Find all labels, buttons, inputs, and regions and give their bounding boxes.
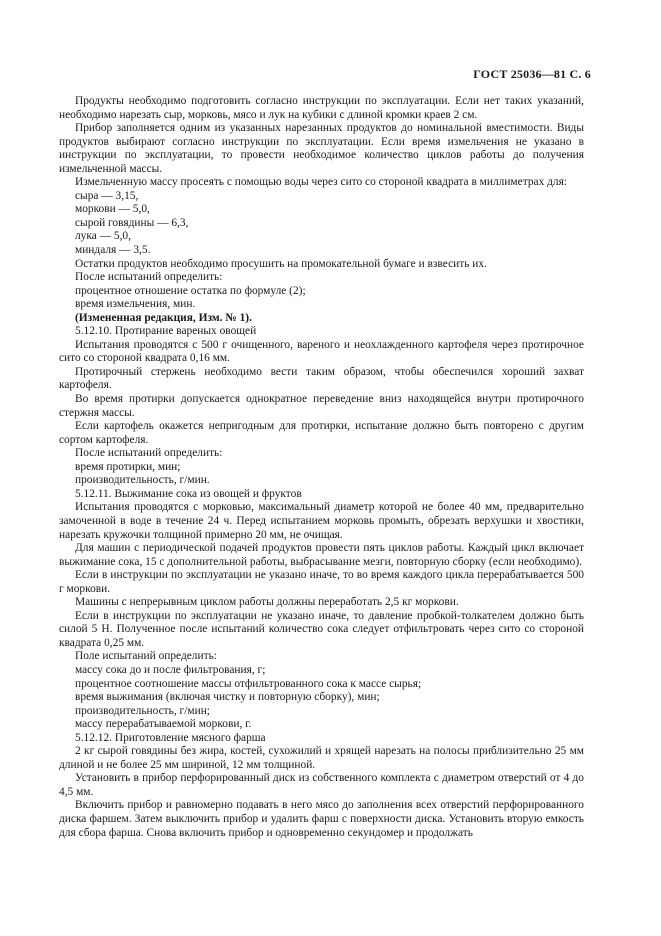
paragraph: Испытания проводятся с 500 г очищенного, вареного и неохлажденного картофеля через протирочное сито со стороной квадрата 0,16 мм. (59, 338, 584, 365)
paragraph: Если картофель окажется непригодным для протирки, испытание должно быть повторено с другим сортом картофеля. (59, 420, 584, 446)
paragraph: время измельчения, мин. (75, 298, 196, 311)
paragraph: миндаля — 3,5. (75, 244, 151, 257)
document-body (59, 95, 584, 840)
paragraph: массу перерабатываемой моркови, г. (75, 718, 252, 731)
paragraph: После испытаний определить: (75, 271, 223, 284)
paragraph: время выжимания (включая чистку и повторную сборку), мин; (75, 691, 380, 704)
paragraph: Во время протирки допускается однократное переведение вниз находящейся внутри протирочного стержня массы. (59, 393, 584, 419)
paragraph: 5.12.12. Приготовление мясного фарша (75, 731, 266, 744)
paragraph: Протирочный стержень необходимо вести таким образом, чтобы обеспечился хороший захват картофеля. (59, 365, 584, 392)
paragraph: (Измененная редакция, Изм. № 1). (75, 311, 252, 324)
paragraph: Если в инструкции по эксплуатации не указано иначе, то во время каждого цикла перерабатывается 500 г моркови. (59, 569, 584, 595)
paragraph: массу сока до и после фильтрования, г; (75, 663, 266, 676)
paragraph: Испытания проводятся с морковью, максимальный диаметр которой не более 40 мм, предварительно замоченной в воде в течение 24 ч. Перед испытанием морковь промыть, обрезать верхушки и хвостики, нарезать кружочки толщиной примерно 20 мм, не очищая. (59, 501, 584, 541)
paragraph: Продукты необходимо подготовить согласно инструкции по эксплуатации. Если нет таких указаний, необходимо нарезать сыр, морковь, мясо и лук на кубики с длиной кромки краев 2 см. (59, 95, 584, 121)
paragraph: процентное соотношение массы отфильтрованного сока к массе сырья; (75, 677, 422, 690)
paragraph: сыра — 3,15, (75, 189, 139, 202)
paragraph: производительность, г/мин. (75, 474, 210, 487)
paragraph: моркови — 5,0, (75, 203, 150, 216)
paragraph: Для машин с периодической подачей продуктов провести пять циклов работы. Каждый цикл включает выжимание сока, 15 с дополнительной работы, выбрасывание мезги, повторную сборку (если необходимо). (59, 542, 584, 568)
paragraph: Поле испытаний определить: (75, 650, 217, 663)
paragraph: Машины с непрерывным циклом работы должны переработать 2,5 кг моркови. (75, 596, 459, 609)
paragraph: После испытаний определить: (75, 447, 223, 460)
paragraph: Прибор заполняется одним из указанных нарезанных продуктов до номинальной вместимости. Виды продуктов выбирают согласно инструкции по эксплуатации. Если время измельчения не указано в инструкции по эксплуатации, то провести необходимое количество циклов работы до получения измельченной массы. (59, 122, 584, 175)
paragraph: время протирки, мин; (75, 460, 181, 473)
paragraph: Если в инструкции по эксплуатации не указано иначе, то давление пробкой-толкателем должно быть силой 5 Н. Полученное после испытаний количество сока следует отфильтровать через сито со стороной квадрата 0,25 мм. (59, 609, 584, 649)
paragraph: Установить в прибор перфорированный диск из собственного комплекта с диаметром отверстий от 4 до 4,5 мм. (59, 772, 584, 798)
paragraph: сырой говядины — 6,3, (75, 216, 189, 229)
paragraph: 5.12.11. Выжимание сока из овощей и фруктов (75, 487, 302, 500)
paragraph: 2 кг сырой говядины без жира, костей, сухожилий и хрящей нарезать на полосы приблизительно 25 мм длиной и не более 25 мм шириной, 12 мм толщиной. (59, 745, 584, 771)
paragraph: Измельченную массу просеять с помощью воды через сито со стороной квадрата в миллиметрах для: (75, 176, 567, 189)
paragraph: Остатки продуктов необходимо просушить на промокательной бумаге и взвесить их. (75, 257, 487, 270)
paragraph: Включить прибор и равномерно подавать в него мясо до заполнения всех отверстий перфорированного диска фаршем. Затем выключить прибор и удалить фарш с поверхности диска. Установить вторую емкость для сбора фарша. Снова включить прибор и одновременно секундомер и продолжать (59, 799, 584, 839)
paragraph: процентное отношение остатка по формуле (2); (75, 284, 306, 297)
paragraph: производительность, г/мин; (75, 704, 210, 717)
paragraph: лука — 5,0, (75, 230, 131, 243)
paragraph: 5.12.10. Протирание вареных овощей (75, 325, 257, 338)
page-header: ГОСТ 25036—81 С. 6 (473, 67, 591, 81)
